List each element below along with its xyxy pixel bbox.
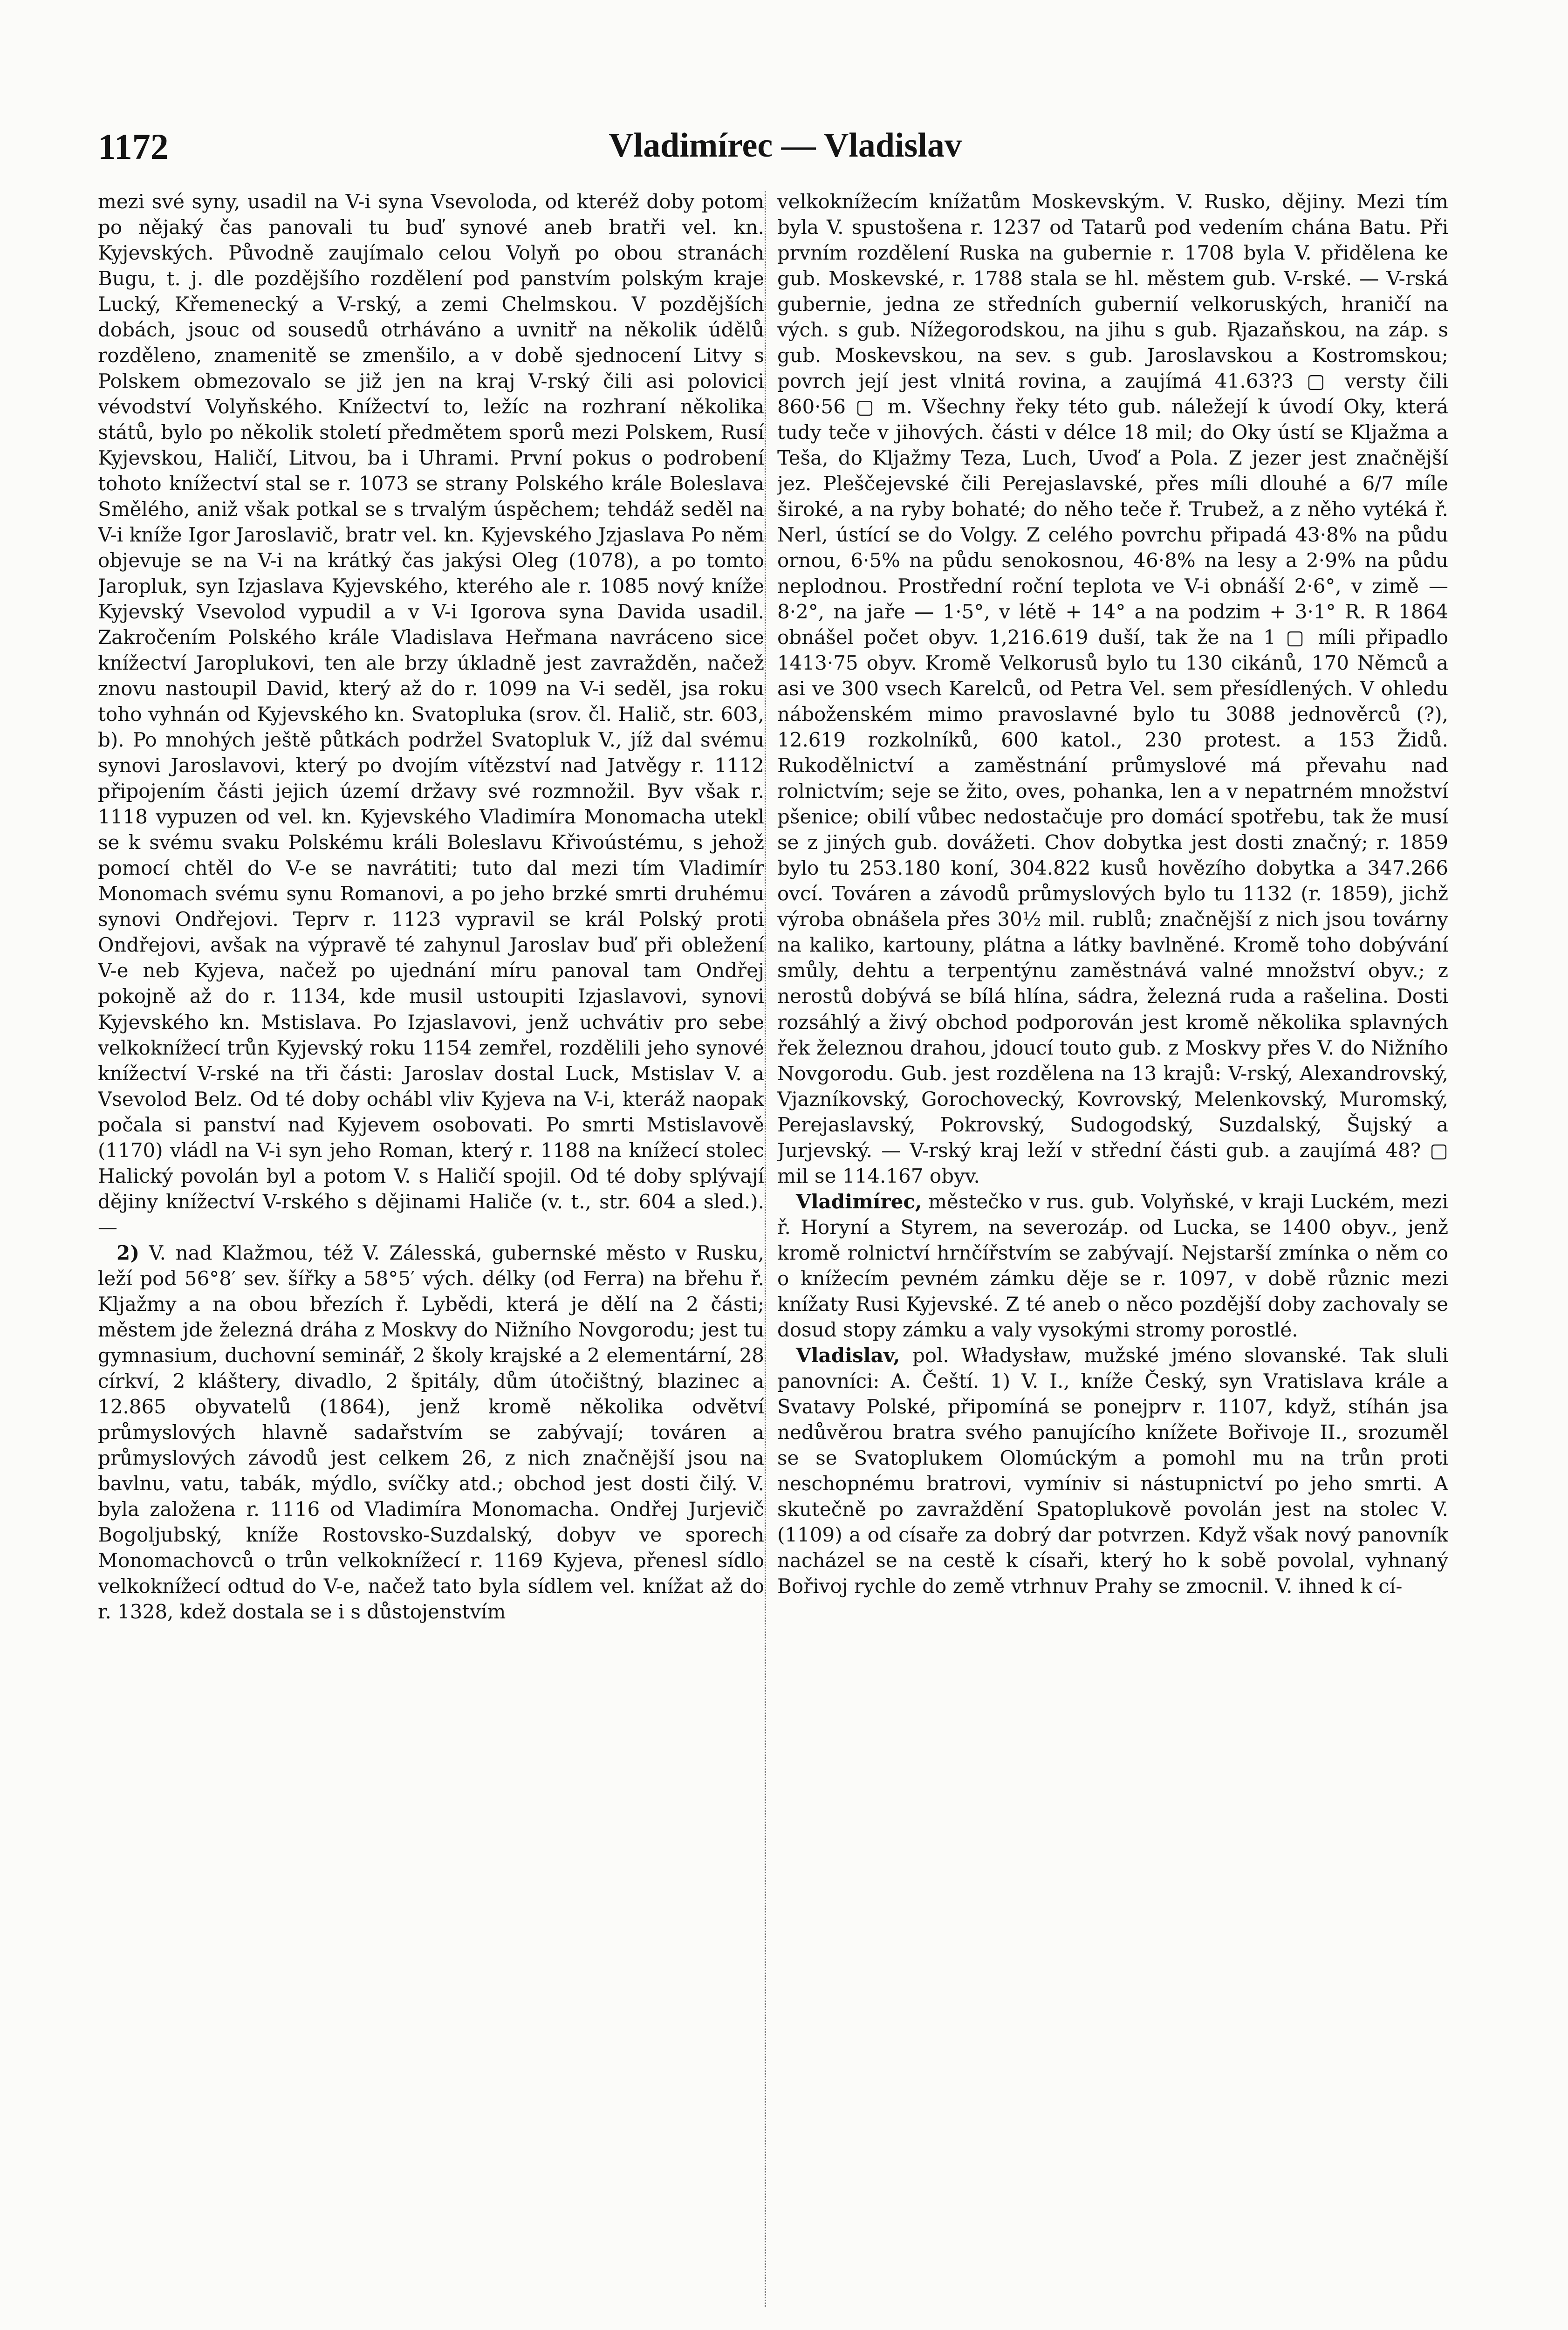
right-column: [777, 189, 1448, 2318]
paragraph-vladimir-gubernia: velkoknížecím knížatům Moskevským. V. Rusko, dějiny. Mezi tím byla V. spustošena r. 1237 od Tatarů pod vedením chána Batu. Při prvním rozdělení Ruska na gubernie r. 1708 byla V. přidělena ke gub. Moskevské, r. 1788 stala se hl. městem gub. V-rské. — V-rská gubernie, jedna ze středních gubernií velkoruských, hraničí na vých. s gub. Nížegorodskou, na jihu s gub. Rjazaňskou, na záp. s gub. Moskevskou, na sev. s gub. Jaroslavskou a Kostromskou; povrch její jest vlnitá rovina, a zaujímá 41.63?3 ▢ versty čili 860·56 ▢ m. Všechny řeky této gub. náležejí k úvodí Oky, která tudy teče v jihových. části v délce 18 mil; do Oky ústí se Kljažma a Teša, do Kljažmy Teza, Luch, Uvoď a Pola. Z jezer jest značnější jez. Pleščejevské čili Perejaslavské, přes míli dlouhé a 6/7 míle široké, a na ryby bohaté; do něho teče ř. Trubež, a z něho vytéká ř. Nerl, ústící se do Volgy. Z celého povrchu připadá 43·8% na půdu ornou, 6·5% na půdu senokosnou, 46·8% na lesy a 2·9% na půdu neplodnou. Prostřední roční teplota ve V-i obnáší 2·6°, v zimě — 8·2°, na jaře — 1·5°, v létě + 14° a na podzim + 3·1° R. R 1864 obnášel počet obyv. 1,216.619 duší, tak že na 1 ▢ míli připadlo 1413·75 obyv. Kromě Velkorusů bylo tu 130 cikánů, 170 Němců a asi ve 300 vsech Karelců, od Petra Vel. sem přesídlených. V ohledu náboženském mimo pravoslavné bylo tu 3088 jednověrců (?), 12.619 rozkolníků, 600 katol., 230 protest. a 153 Židů. Rukodělnictví a zaměstnání průmyslové má převahu nad rolnictvím; seje se žito, oves, pohanka, len a v nepatrném množství pšenice; obilí vůbec nedostačuje pro domácí spotřebu, tak že musí se z jiných gub. dovážeti. Chov dobytka jest dosti značný; r. 1859 bylo tu 253.180 koní, 304.822 kusů hovězího dobytka a 347.266 ovcí. Továren a závodů průmyslových bylo tu 1132 (r. 1859), jichž výroba obnášela přes 30½ mil. rublů; značnější z nich jsou továrny na kaliko, kartouny, plátna a látky bavlněné. Kromě toho dobývání smůly, dehtu a terpentýnu zaměstnává valné množství obyv.; z nerostů dobývá se bílá hlína, sádra, železná ruda a rašelina. Dosti rozsáhlý a živý obchod podporován jest kromě několika splavných řek železnou drahou, jdoucí touto gub. z Moskvy přes V. do Nižního Novgorodu. Gub. jest rozdělena na 13 krajů: V-rský, Alexandrovský, Vjazníkovský, Gorochovecký, Kovrovský, Melenkovský, Muromský, Perejaslavský, Pokrovský, Sudogodský, Suzdalský, Šujský a Jurjevský. — V-rský kraj leží v střední části gub. a zaujímá 48? ▢ mil se 114.167 obyv.: [777, 190, 1448, 1187]
entry-text: pol. Władysław, mužské jméno slovanské. Tak sluli panovníci: A. Čeští. 1) V. I., kníže Český, syn Vratislava krále a Svatavy Polské, připomíná se ponejprv r. 1107, když, stíhán jsa nedůvěrou bratra svého panujícího knížete Bořivoje II., srozuměl se se Svatoplukem Olomúckým a pomohl mu na trůn proti neschopnému bratrovi, vymíniv si nástupnictví po jeho smrti. A skutečně po zavraždění Spatoplukově povolán jest na stolec V. (1109) a od císaře za dobrý dar potvrzen. Když však nový panovník nacházel se na cestě k císaři, který ho k sobě povolal, vyhnaný Bořivoj rychle do země vtrhnuv Prahy se zmocnil. V. ihned k cí-: [777, 1343, 1448, 1597]
entry-vladimirec: [777, 1189, 1448, 1343]
entry-vladislav: [777, 1343, 1448, 1599]
running-title: Vladimírec — Vladislav: [609, 126, 962, 164]
page-number: 1172: [98, 126, 169, 167]
entry-vladimir-on-klyazma: [98, 1240, 764, 1624]
page-header: [98, 126, 1472, 177]
paragraph-volyn-principality: mezi své syny, usadil na V-i syna Vsevoloda, od kteréž doby potom po nějaký čas panovali tu buď synové aneb bratři vel. kn. Kyjevských. Původně zaujímalo celou Volyň po obou stranách Bugu, t. j. dle pozdějšího rozdělení pod panstvím polským kraje Lucký, Křemenecký a V-rský, a zemi Chelmskou. V pozdějších dobách, jsouc od sousedů otrháváno a uvnitř na několik údělů rozděleno, znamenitě se zmenšilo, a v době sjednocení Litvy s Polskem obmezovalo se již jen na kraj V-rský čili asi polovici vévodství Volyňského. Knížectví to, ležíc na rozhraní několika států, bylo po několik století předmětem sporů mezi Polskem, Rusí Kyjevskou, Haličí, Litvou, ba i Uhrami. První pokus o podrobení tohoto knížectví stal se r. 1073 se strany Polského krále Boleslava Smělého, aniž však potkal se s trvalým úspěchem; tehdáž seděl na V-i kníže Igor Jaroslavič, bratr vel. kn. Kyjevského Jzjaslava Po něm objevuje se na V-i na krátký čas jakýsi Oleg (1078), a po tomto Jaropluk, syn Izjaslava Kyjevského, kterého ale r. 1085 nový kníže Kyjevský Vsevolod vypudil a v V-i Igorova syna Davida usadil. Zakročením Polského krále Vladislava Heřmana navráceno sice knížectví Jaroplukovi, ten ale brzy úkladně jest zavražděn, načež znovu nastoupil David, který až do r. 1099 na V-i seděl, jsa roku toho vyhnán od Kyjevského kn. Svatopluka (srov. čl. Halič, str. 603, b). Po mnohých ještě půtkách podržel Svatopluk V., jíž dal svému synovi Jaroslavovi, který po dvojím vítězství nad Jatvěgy r. 1112 připojením části jejich území državy své rozmnožil. Byv však r. 1118 vypuzen od vel. kn. Kyjevského Vladimíra Monomacha utekl se k svému svaku Polskému králi Boleslavu Křivoústému, s jehož pomocí chtěl do V-e se navrátiti; tuto dal mezi tím Vladimír Monomach svému synu Romanovi, a po jeho brzké smrti druhému synovi Ondřejovi. Teprv r. 1123 vypravil se král Polský proti Ondřejovi, avšak na výpravě té zahynul Jaroslav buď při obležení V-e neb Kyjeva, načež po ujednání míru panoval tam Ondřej pokojně až do r. 1134, kde musil ustoupiti Izjaslavovi, synovi Kyjevského kn. Mstislava. Po Izjaslavovi, jenž uchvátiv pro sebe velkoknížecí trůn Kyjevský roku 1154 zemřel, rozdělili jeho synové knížectví V-rské na tři části: Jaroslav dostal Luck, Mstislav V. a Vsevolod Belz. Od té doby ochábl vliv Kyjeva na V-i, kteráž naopak počala si panství nad Kyjevem osobovati. Po smrti Mstislavově (1170) vládl na V-i syn jeho Roman, který r. 1188 na knížecí stolec Halický povolán byl a potom V. s Haličí spojil. Od té doby splývají dějiny knížectví V-rského s dějinami Haliče (v. t., str. 604 a sled.). —: [98, 190, 764, 1239]
headword-vladislav: Vladislav,: [796, 1343, 900, 1367]
entry-text: městečko v rus. gub. Volyňské, v kraji Luckém, mezi ř. Horyní a Styrem, na severozáp. od Lucka, se 1400 obyv., jenž kromě rolnictví hrnčířstvím se zabývají. Nejstarší zmínka o něm co o knížecím pevném zámku děje se r. 1097, v době různic mezi knížaty Rusi Kyjevské. Z té aneb o něco pozdější doby zachovaly se dosud stopy zámku a valy vysokými stromy porostlé.: [777, 1190, 1448, 1341]
left-column: [98, 189, 764, 2318]
column-divider: [765, 191, 766, 2307]
headword-vladimirec: Vladimírec,: [796, 1190, 922, 1213]
entry-number: 2): [116, 1241, 140, 1264]
entry-text: V. nad Klažmou, též V. Zálesská, gubernské město v Rusku, leží pod 56°8′ sev. šířky a 58°5′ vých. délky (od Ferra) na břehu ř. Kljažmy a na obou březích ř. Lybědi, která je dělí na 2 části; městem jde železná dráha z Moskvy do Nižního Novgorodu; jest tu gymnasium, duchovní seminář, 2 školy krajské a 2 elementární, 28 církví, 2 kláštery, divadlo, 2 špitály, dům útočištný, blazinec a 12.865 obyvatelů (1864), jenž kromě několika odvětví průmyslových hlavně sadařstvím se zabývají; továren a průmyslových závodů jest celkem 26, z nich značnější jsou na bavlnu, vatu, tabák, mýdlo, svíčky atd.; obchod jest dosti čilý. V. byla založena r. 1116 od Vladimíra Monomacha. Ondřej Jurjevič Bogoljubský, kníže Rostovsko-Suzdalský, dobyv ve sporech Monomachovců o trůn velkoknížecí r. 1169 Kyjeva, přenesl sídlo velkoknížecí odtud do V-e, načež tato byla sídlem vel. knížat až do r. 1328, kdež dostala se i s důstojenstvím: [98, 1241, 764, 1623]
